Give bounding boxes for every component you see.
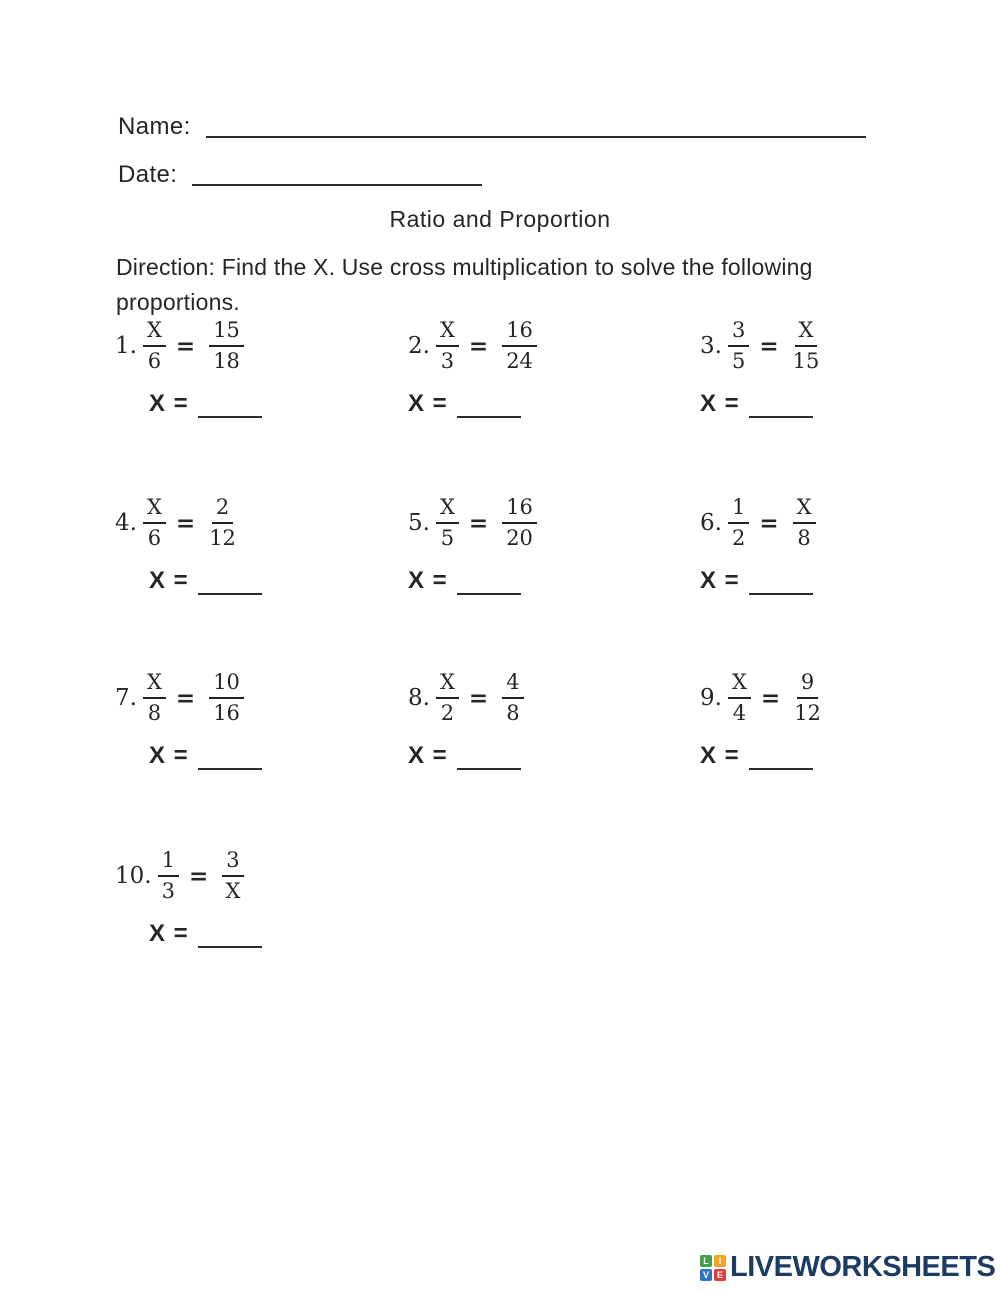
equation-1 <box>115 318 262 374</box>
problem-9 <box>700 670 821 770</box>
equals-sign: = <box>760 684 781 712</box>
problem-number: 8. <box>408 685 430 712</box>
problem-number: 7. <box>115 685 137 712</box>
left-fraction <box>436 495 459 551</box>
left-fraction <box>436 670 459 726</box>
answer-blank[interactable] <box>457 748 521 770</box>
problem-8 <box>408 670 524 770</box>
answer-blank[interactable] <box>198 748 262 770</box>
left-fraction <box>728 318 749 374</box>
answer-blank[interactable] <box>457 573 521 595</box>
right-fraction <box>793 495 816 551</box>
equals-sign: = <box>175 332 196 360</box>
left-fraction <box>143 495 166 551</box>
equals-sign: = <box>175 509 196 537</box>
answer-row <box>149 920 262 948</box>
right-numerator: X <box>793 495 816 524</box>
right-fraction <box>209 318 244 374</box>
equation-2 <box>408 318 537 374</box>
right-fraction <box>502 495 537 551</box>
left-denominator: 3 <box>440 349 455 374</box>
date-label: Date: <box>118 161 178 188</box>
right-numerator: 15 <box>209 318 244 347</box>
right-denominator: X <box>225 879 241 904</box>
date-row <box>118 160 482 189</box>
left-denominator: 2 <box>440 701 455 726</box>
logo-tile-v: V <box>700 1269 712 1281</box>
logo-tile-l: L <box>700 1255 712 1267</box>
left-fraction <box>728 670 751 726</box>
left-denominator: 8 <box>147 701 162 726</box>
answer-row <box>408 742 524 770</box>
left-denominator: 6 <box>147 526 162 551</box>
left-numerator: X <box>728 670 751 699</box>
equals-sign: = <box>759 332 779 360</box>
left-numerator: X <box>436 670 459 699</box>
problem-number: 2. <box>408 333 430 360</box>
left-denominator: 3 <box>161 879 175 904</box>
left-denominator: 5 <box>731 349 746 374</box>
name-row <box>118 112 866 141</box>
answer-blank[interactable] <box>457 396 521 418</box>
left-numerator: X <box>436 318 459 347</box>
liveworksheets-brand <box>700 1251 995 1284</box>
problem-number: 9. <box>700 685 722 712</box>
left-numerator: X <box>143 318 166 347</box>
left-fraction <box>143 670 166 726</box>
answer-label: X = <box>149 742 189 770</box>
answer-blank[interactable] <box>749 748 813 770</box>
problem-6 <box>700 495 816 595</box>
name-blank-line[interactable] <box>206 112 866 138</box>
right-denominator: 16 <box>213 701 240 726</box>
answer-row <box>408 390 537 418</box>
problem-number: 5. <box>408 510 430 537</box>
equals-sign: = <box>759 509 779 537</box>
equals-sign: = <box>468 509 489 537</box>
left-fraction <box>158 848 179 904</box>
problem-number: 6. <box>700 510 722 537</box>
equation-9 <box>700 670 821 726</box>
problem-1 <box>115 318 262 418</box>
problem-number: 4. <box>115 510 137 537</box>
answer-label: X = <box>149 920 189 948</box>
equation-8 <box>408 670 524 726</box>
answer-row <box>149 742 262 770</box>
page-title: Ratio and Proportion <box>389 206 611 232</box>
right-numerator: 4 <box>502 670 523 699</box>
name-label: Name: <box>118 113 191 140</box>
problem-2 <box>408 318 537 418</box>
left-numerator: X <box>143 670 166 699</box>
right-numerator: 16 <box>502 495 537 524</box>
problem-5 <box>408 495 537 595</box>
answer-row <box>700 390 819 418</box>
problem-number: 3. <box>700 333 722 360</box>
left-numerator: 3 <box>728 318 749 347</box>
right-denominator: 8 <box>797 526 811 551</box>
problem-number: 1. <box>115 333 137 360</box>
right-numerator: 16 <box>502 318 537 347</box>
equation-7 <box>115 670 262 726</box>
left-numerator: X <box>436 495 459 524</box>
answer-blank[interactable] <box>198 396 262 418</box>
left-denominator: 2 <box>731 526 746 551</box>
right-numerator: 9 <box>797 670 818 699</box>
left-denominator: 5 <box>440 526 455 551</box>
right-fraction <box>502 670 523 726</box>
direction-text: Direction: Find the X. Use cross multiplication to solve the following proportions. <box>116 254 813 315</box>
right-fraction <box>222 848 243 904</box>
right-fraction <box>794 670 821 726</box>
right-numerator: X <box>795 318 818 347</box>
answer-label: X = <box>408 390 448 418</box>
equation-5 <box>408 495 537 551</box>
answer-label: X = <box>149 567 189 595</box>
right-fraction <box>209 670 244 726</box>
logo-tile-e: E <box>714 1269 726 1281</box>
right-numerator: 10 <box>209 670 244 699</box>
left-denominator: 4 <box>732 701 747 726</box>
equals-sign: = <box>468 332 489 360</box>
equation-4 <box>115 495 262 551</box>
problem-10 <box>115 848 262 948</box>
date-blank-line[interactable] <box>192 160 482 186</box>
answer-row <box>408 567 537 595</box>
left-numerator: 1 <box>158 848 179 877</box>
answer-label: X = <box>700 567 740 595</box>
equation-10 <box>115 848 262 904</box>
left-fraction <box>436 318 459 374</box>
equation-6 <box>700 495 816 551</box>
answer-blank[interactable] <box>198 573 262 595</box>
problem-number: 10. <box>115 863 152 890</box>
right-numerator: 2 <box>212 495 233 524</box>
answer-blank[interactable] <box>749 573 813 595</box>
right-denominator: 12 <box>209 526 236 551</box>
right-numerator: 3 <box>222 848 243 877</box>
answer-label: X = <box>700 390 740 418</box>
brand-wordmark: LIVEWORKSHEETS <box>730 1251 996 1283</box>
liveworksheets-logo-icon <box>700 1255 726 1281</box>
answer-row <box>149 567 262 595</box>
equals-sign: = <box>188 862 209 890</box>
right-denominator: 20 <box>506 526 533 551</box>
problem-3 <box>700 318 819 418</box>
answer-label: X = <box>408 742 448 770</box>
equals-sign: = <box>175 684 196 712</box>
answer-blank[interactable] <box>198 926 262 948</box>
equation-3 <box>700 318 819 374</box>
problem-4 <box>115 495 262 595</box>
answer-label: X = <box>149 390 189 418</box>
answer-row <box>149 390 262 418</box>
problem-7 <box>115 670 262 770</box>
right-denominator: 24 <box>506 349 533 374</box>
right-denominator: 18 <box>213 349 240 374</box>
right-denominator: 15 <box>792 349 820 374</box>
right-denominator: 12 <box>794 701 821 726</box>
right-fraction <box>502 318 537 374</box>
answer-blank[interactable] <box>749 396 813 418</box>
left-fraction <box>728 495 749 551</box>
left-fraction <box>143 318 166 374</box>
answer-label: X = <box>700 742 740 770</box>
answer-row <box>700 742 821 770</box>
equals-sign: = <box>468 684 489 712</box>
left-numerator: 1 <box>728 495 749 524</box>
left-numerator: X <box>143 495 166 524</box>
answer-row <box>700 567 816 595</box>
right-denominator: 8 <box>506 701 520 726</box>
answer-label: X = <box>408 567 448 595</box>
right-fraction <box>209 495 236 551</box>
left-denominator: 6 <box>147 349 162 374</box>
right-fraction <box>793 318 820 374</box>
logo-tile-i: I <box>714 1255 726 1267</box>
